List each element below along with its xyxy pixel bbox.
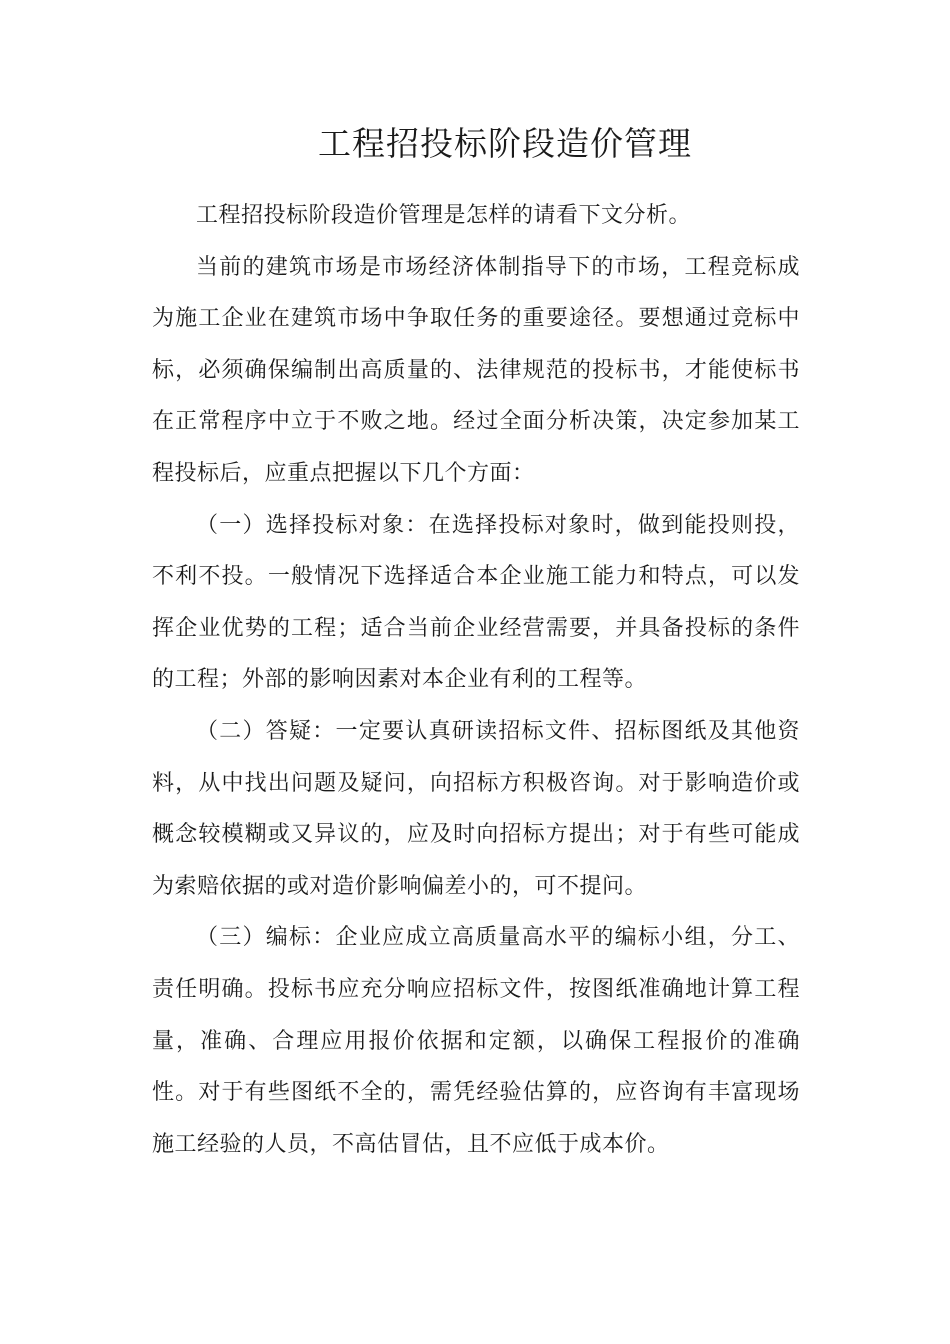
paragraph-clarification: （二）答疑：一定要认真研读招标文件、招标图纸及其他资料，从中找出问题及疑问，向招标方积极咨询。对于影响造价或概念较模糊或又异议的，应及时向招标方提出；对于有些可能成为索赔依据的或对造价影响偏差小的，可不提问。	[152, 718, 800, 899]
document-title: 工程招投标阶段造价管理	[318, 124, 692, 163]
paragraph-intro: 工程招投标阶段造价管理是怎样的请看下文分析。	[196, 203, 692, 228]
paragraph-market-context: 当前的建筑市场是市场经济体制指导下的市场，工程竞标成为施工企业在建筑市场中争取任务的重要途径。要想通过竞标中标，必须确保编制出高质量的、法律规范的投标书，才能使标书在正常程序中立于不败之地。经过全面分析决策，决定参加某工程投标后，应重点把握以下几个方面：	[152, 254, 800, 486]
document-body	[152, 190, 800, 1170]
paragraph-bid-preparation: （三）编标：企业应成立高质量高水平的编标小组，分工、责任明确。投标书应充分响应招标文件，按图纸准确地计算工程量，准确、合理应用报价依据和定额，以确保工程报价的准确性。对于有些图纸不全的，需凭经验估算的，应咨询有丰富现场施工经验的人员，不高估冒估，且不应低于成本价。	[152, 925, 800, 1157]
paragraph-select-target: （一）选择投标对象：在选择投标对象时，做到能投则投，不利不投。一般情况下选择适合本企业施工能力和特点，可以发挥企业优势的工程；适合当前企业经营需要，并具备投标的条件的工程；外部的影响因素对本企业有利的工程等。	[152, 512, 800, 693]
